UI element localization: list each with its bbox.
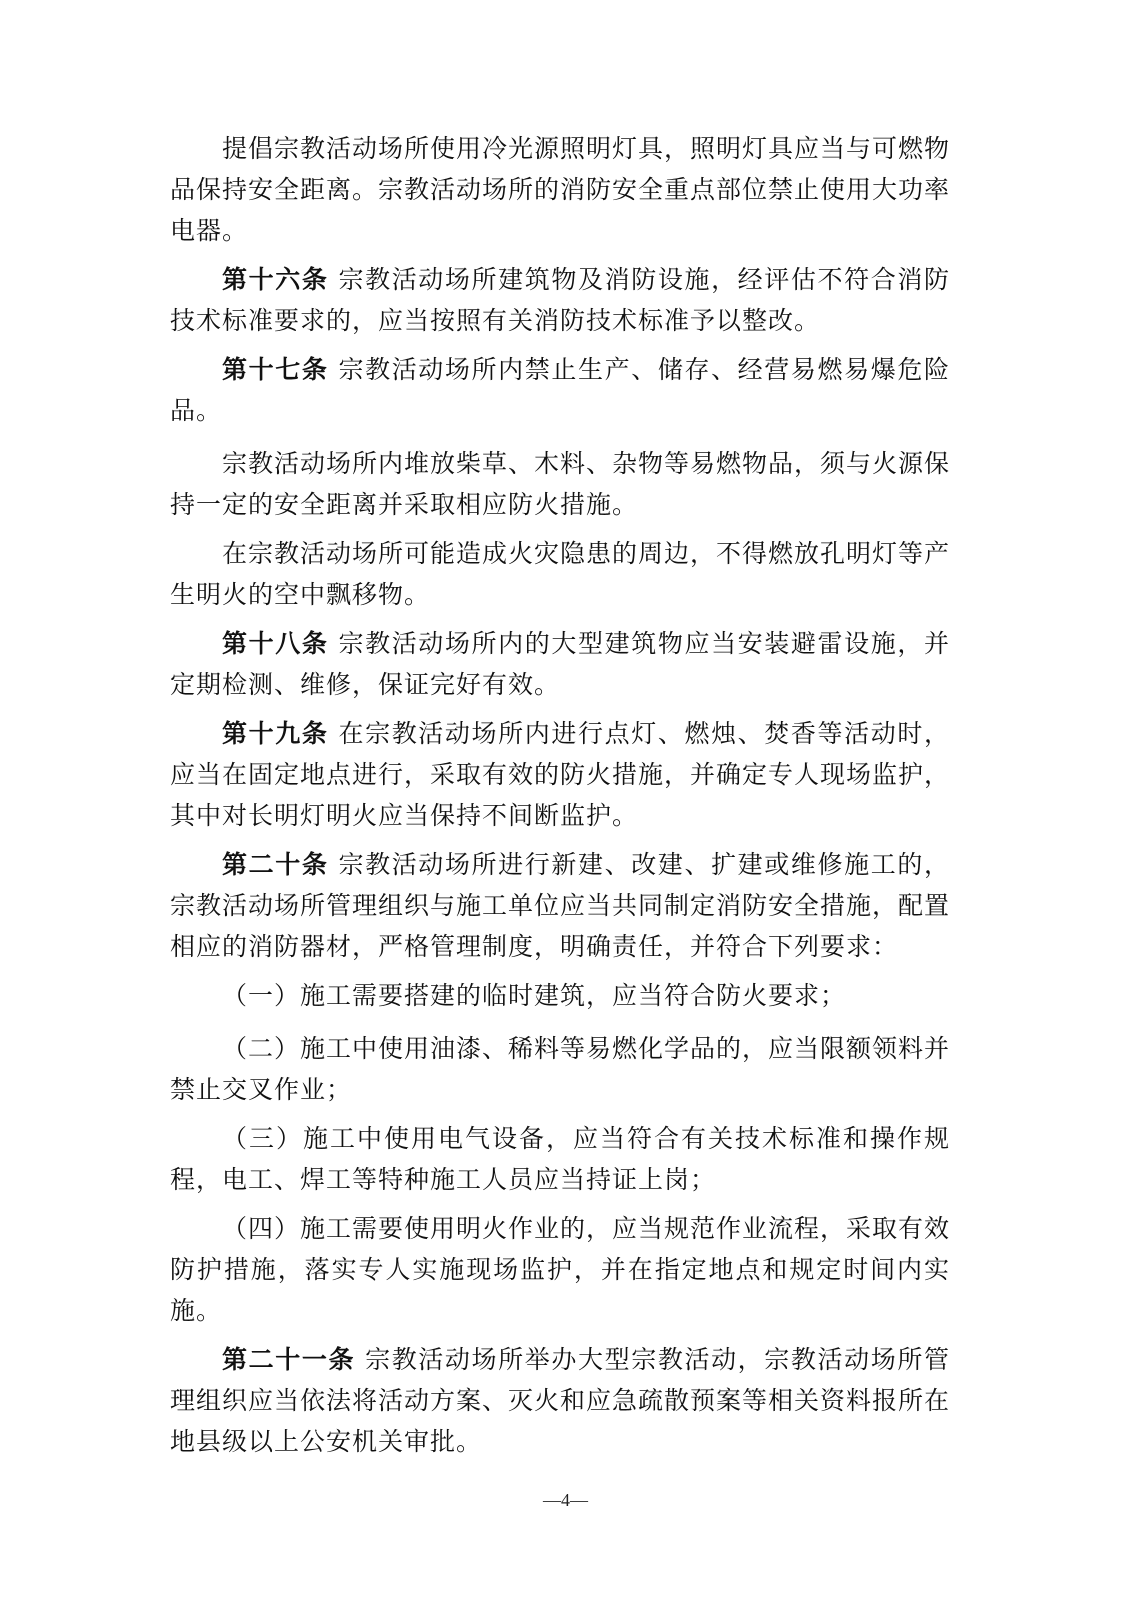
article-text: 在宗教活动场所内进行点灯、燃烛、焚香等活动时，应当在固定地点进行，采取有效的防火措施，并确定专人现场监护，其中对长明灯明火应当保持不间断监护。 <box>170 719 951 830</box>
article-number: 第二十条 <box>222 850 329 879</box>
list-item-text: （二）施工中使用油漆、稀料等易燃化学品的，应当限额领料并禁止交叉作业； <box>170 1034 951 1104</box>
article-16 <box>170 259 950 341</box>
article-17 <box>170 349 950 431</box>
article-text: 宗教活动场所举办大型宗教活动，宗教活动场所管理组织应当依法将活动方案、灭火和应急疏散预案等相关资料报所在地县级以上公安机关审批。 <box>170 1345 951 1456</box>
article-18 <box>170 623 950 705</box>
article-text: 宗教活动场所内禁止生产、储存、经营易燃易爆危险品。 <box>170 355 950 425</box>
article-text: 宗教活动场所建筑物及消防设施，经评估不符合消防技术标准要求的，应当按照有关消防技术标准予以整改。 <box>170 265 950 335</box>
document-body <box>170 128 950 1470</box>
article-number: 第十六条 <box>222 265 329 294</box>
paragraph-text: 在宗教活动场所可能造成火灾隐患的周边，不得燃放孔明灯等产生明火的空中飘移物。 <box>170 539 951 609</box>
article-number: 第十八条 <box>222 629 329 658</box>
paragraph-sky-lanterns <box>170 533 950 615</box>
paragraph-lighting <box>170 128 950 251</box>
list-item-text: （一）施工需要搭建的临时建筑，应当符合防火要求； <box>222 981 847 1010</box>
article-number: 第十七条 <box>222 355 329 384</box>
article-19 <box>170 713 950 836</box>
paragraph-text: 宗教活动场所内堆放柴草、木料、杂物等易燃物品，须与火源保持一定的安全距离并采取相应防火措施。 <box>170 449 951 519</box>
article-text: 宗教活动场所进行新建、改建、扩建或维修施工的，宗教活动场所管理组织与施工单位应当共同制定消防安全措施，配置相应的消防器材，严格管理制度，明确责任，并符合下列要求： <box>170 850 951 961</box>
article-number: 第二十一条 <box>222 1345 356 1374</box>
article-number: 第十九条 <box>222 719 329 748</box>
paragraph-flammables <box>170 443 950 525</box>
article-text: 宗教活动场所内的大型建筑物应当安装避雷设施，并定期检测、维修，保证完好有效。 <box>170 629 950 699</box>
list-item-4 <box>170 1208 950 1331</box>
list-item-1 <box>170 975 950 1016</box>
list-item-3 <box>170 1118 950 1200</box>
list-item-text: （三）施工中使用电气设备，应当符合有关技术标准和操作规程，电工、焊工等特种施工人员应当持证上岗； <box>170 1124 950 1194</box>
article-20 <box>170 844 950 967</box>
paragraph-text: 提倡宗教活动场所使用冷光源照明灯具，照明灯具应当与可燃物品保持安全距离。宗教活动场所的消防安全重点部位禁止使用大功率电器。 <box>170 134 951 245</box>
article-21 <box>170 1339 950 1462</box>
list-item-text: （四）施工需要使用明火作业的，应当规范作业流程，采取有效防护措施，落实专人实施现场监护，并在指定地点和规定时间内实施。 <box>170 1214 951 1325</box>
page-number: —4— <box>543 1490 588 1510</box>
list-item-2 <box>170 1028 950 1110</box>
